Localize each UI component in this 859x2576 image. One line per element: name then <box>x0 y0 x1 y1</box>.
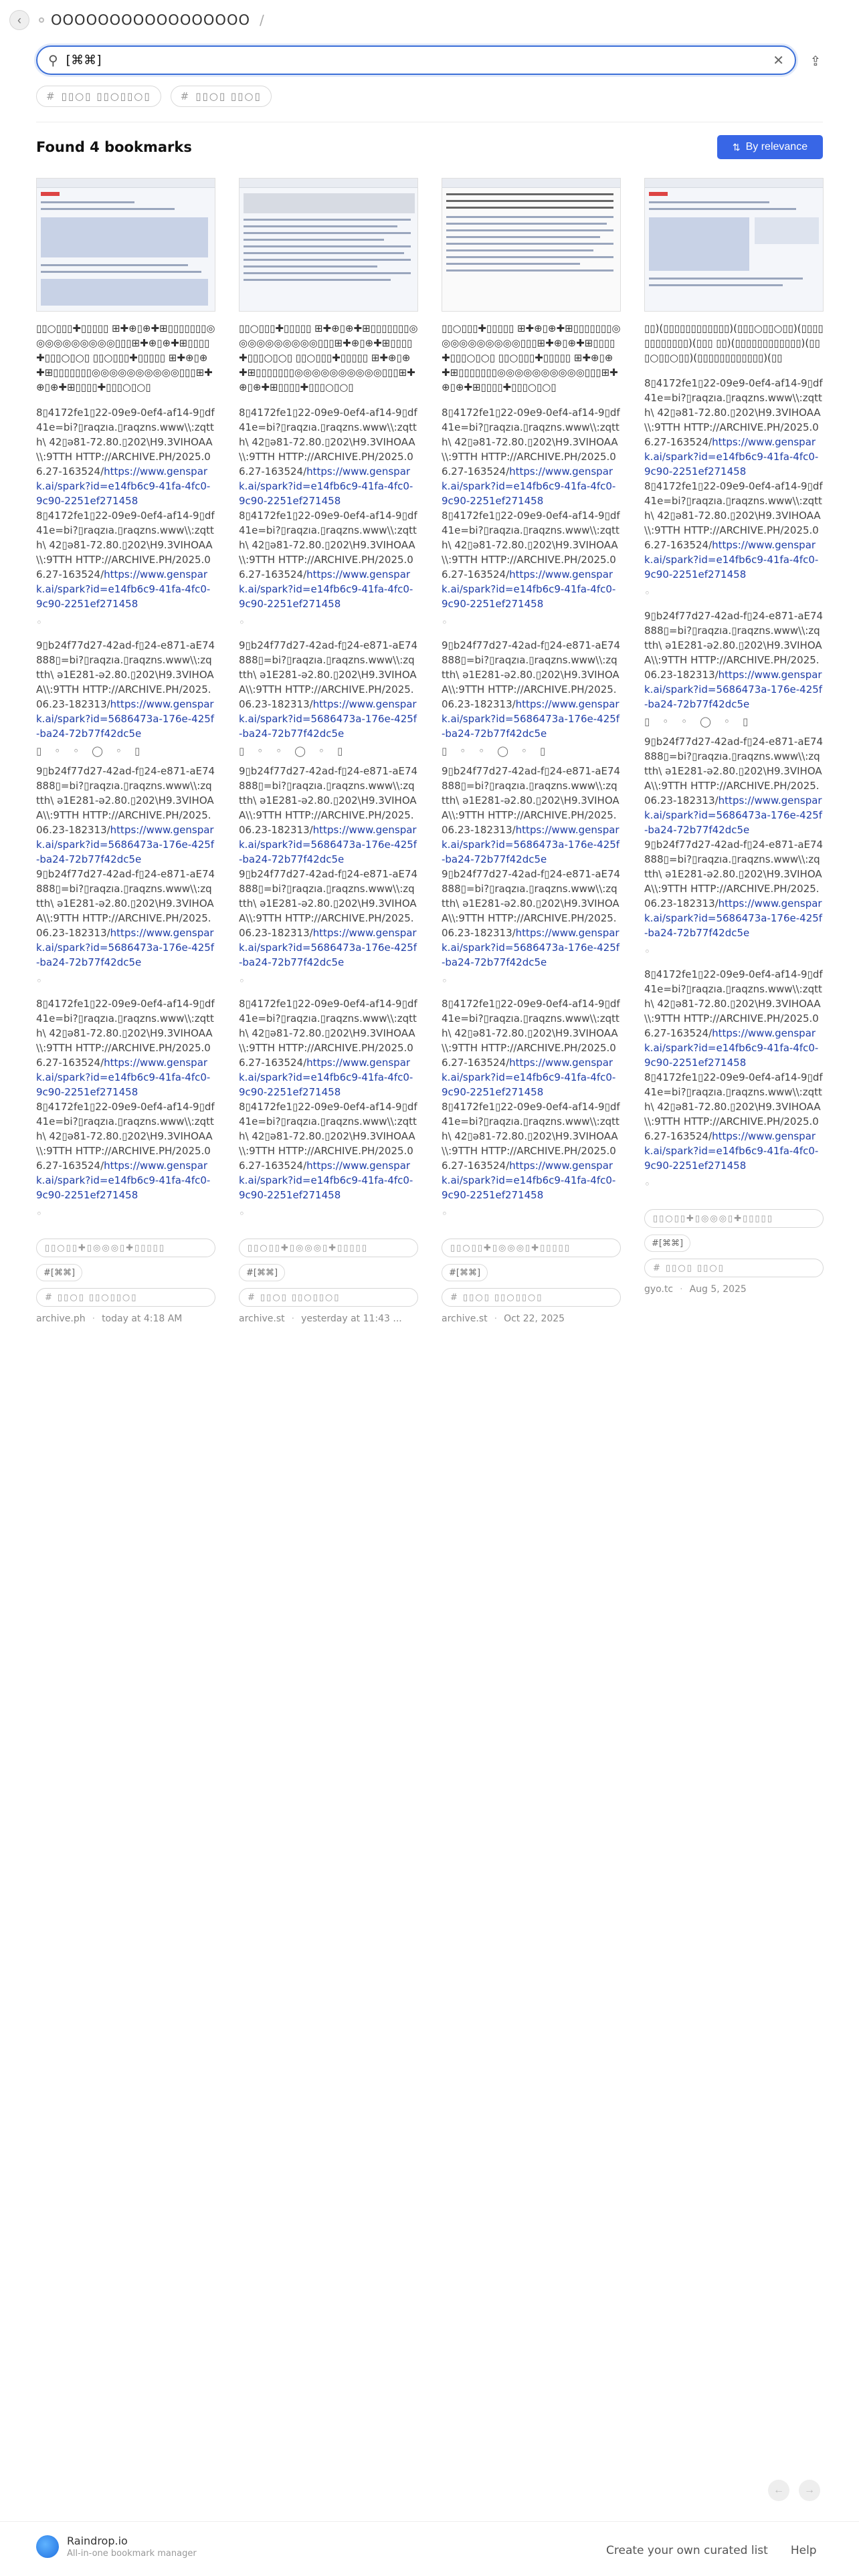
excerpt-separator: ◦ <box>239 617 245 629</box>
bookmark-collection-chip[interactable]: # ▯▯○▯ ▯▯○▯▯○▯ <box>36 1288 215 1307</box>
footer-divider <box>0 2521 859 2522</box>
excerpt-text: 8▯4172fe1▯22-09e9-0ef4-af14-9▯df41e=bi?▯raqzıa.▯raqzns.www\\:zqtth\ 42▯ǝ81-72.80.▯202\H9.3VIHOAA\\:9TTH HTTP://ARCHIVE.PH/2025.06.27-163524/ <box>442 1101 620 1172</box>
excerpt-link[interactable]: https://www.genspark.ai/spark?id=e14fb6c9-41fa-4fc0-9c90-2251ef271458 <box>36 1057 211 1098</box>
bookmark-card[interactable] <box>36 178 215 1324</box>
hash-icon: # <box>450 1292 464 1303</box>
excerpt-text: 8▯4172fe1▯22-09e9-0ef4-af14-9▯df41e=bi?▯raqzıa.▯raqzns.www\\:zqtth\ 42▯ǝ81-72.80.▯202\H9.3VIHOAA\\:9TTH HTTP://ARCHIVE.PH/2025.06.27-163524/ <box>644 1071 823 1142</box>
filter-chip[interactable]: # ▯▯○▯ ▯▯○▯▯○▯ <box>36 86 161 107</box>
excerpt-glyphs: ▯ ◦ ◦ ◯ ◦ ▯ <box>442 745 546 757</box>
brand-name: Raindrop.io <box>67 2535 128 2547</box>
hash-icon: # <box>46 90 56 102</box>
footer-links <box>606 2544 817 2557</box>
excerpt-paragraph <box>442 1099 621 1202</box>
excerpt-paragraph <box>239 764 418 867</box>
bookmark-thumbnail <box>239 178 418 312</box>
bookmark-domain: archive.ph <box>36 1313 86 1324</box>
bookmark-tag[interactable]: #[⌘⌘] <box>36 1264 82 1281</box>
excerpt-text: 9▯b24f77d27-42ad-f▯24-e871-aE74888▯=bi?▯raqzıa.▯raqzns.www\\:zqtth\ ǝ1E281-ǝ2.80.▯202\H9.3VIHOAA\\:9TTH HTTP://ARCHIVE.PH/2025.06.23-182313/ <box>36 765 215 836</box>
excerpt-glyphs: ▯ ◦ ◦ ◯ ◦ ▯ <box>239 745 343 757</box>
excerpt-paragraph <box>239 638 418 741</box>
excerpt-link[interactable]: https://www.genspark.ai/spark?id=e14fb6c9-41fa-4fc0-9c90-2251ef271458 <box>442 465 616 507</box>
excerpt-separator: ◦ <box>36 975 42 987</box>
bookmark-meta: gyo.tc · Aug 5, 2025 <box>644 1284 747 1295</box>
excerpt-paragraph <box>442 996 621 1099</box>
collection-icon <box>39 17 44 23</box>
excerpt-link[interactable]: https://www.genspark.ai/spark?id=5686473a-176e-425f-ba24-72b77f42dc5e <box>644 794 823 836</box>
filter-chips <box>36 86 272 107</box>
excerpt-text: 8▯4172fe1▯22-09e9-0ef4-af14-9▯df41e=bi?▯raqzıa.▯raqzns.www\\:zqtth\ 42▯ǝ81-72.80.▯202\H9.3VIHOAA\\:9TTH HTTP://ARCHIVE.PH/2025.06.27-163524/ <box>239 407 417 477</box>
sort-button[interactable]: ⇅ By relevance <box>717 135 823 159</box>
bookmark-thumbnail <box>442 178 621 312</box>
excerpt-paragraph <box>36 638 215 741</box>
excerpt-text: 9▯b24f77d27-42ad-f▯24-e871-aE74888▯=bi?▯raqzıa.▯raqzns.www\\:zqtth\ ǝ1E281-ǝ2.80.▯202\H9.3VIHOAA\\:9TTH HTTP://ARCHIVE.PH/2025.06.23-182313/ <box>239 868 418 939</box>
bookmark-domain: gyo.tc <box>644 1284 674 1295</box>
excerpt-separator: ◦ <box>239 1208 245 1220</box>
excerpt-separator: ◦ <box>644 587 650 599</box>
bookmark-title[interactable]: ▯▯○▯▯▯✚▯▯▯▯▯ ⊞✚⊕▯⊕✚⊞▯▯▯▯▯▯▯◎◎◎◎◎◎◎◎◎◎▯▯▯⊞✚⊕▯⊕✚⊞▯▯▯▯✚▯▯▯○▯○▯ ▯▯○▯▯▯✚▯▯▯▯▯ ⊞✚⊕▯⊕✚⊞▯▯▯▯▯▯▯◎◎◎◎◎◎◎◎◎◎▯▯▯⊞✚⊕▯⊕✚⊞▯▯▯▯✚▯▯▯○▯○▯ <box>36 322 215 393</box>
excerpt-paragraph <box>239 996 418 1099</box>
excerpt-paragraph <box>644 837 824 940</box>
excerpt-paragraph <box>442 508 621 611</box>
bookmark-tag[interactable]: #[⌘⌘] <box>239 1264 285 1281</box>
excerpt-text: 8▯4172fe1▯22-09e9-0ef4-af14-9▯df41e=bi?▯raqzıa.▯raqzns.www\\:zqtth\ 42▯ǝ81-72.80.▯202\H9.3VIHOAA\\:9TTH HTTP://ARCHIVE.PH/2025.06.27-163524/ <box>644 377 823 448</box>
results-count: Found 4 bookmarks <box>36 139 192 155</box>
bookmark-date: yesterday at 11:43 ... <box>301 1313 402 1324</box>
bookmark-card[interactable] <box>442 178 621 1324</box>
bookmark-thumbnail <box>644 178 824 312</box>
pagination <box>768 2480 820 2501</box>
excerpt-text: 8▯4172fe1▯22-09e9-0ef4-af14-9▯df41e=bi?▯raqzıa.▯raqzns.www\\:zqtth\ 42▯ǝ81-72.80.▯202\H9.3VIHOAA\\:9TTH HTTP://ARCHIVE.PH/2025.06.27-163524/ <box>442 998 620 1069</box>
footer-brand[interactable] <box>36 2535 197 2559</box>
help-link[interactable]: Help <box>790 2544 817 2557</box>
excerpt-text: 9▯b24f77d27-42ad-f▯24-e871-aE74888▯=bi?▯raqzıa.▯raqzns.www\\:zqtth\ ǝ1E281-ǝ2.80.▯202\H9.3VIHOAA\\:9TTH HTTP://ARCHIVE.PH/2025.06.23-182313/ <box>239 639 418 710</box>
bookmark-date: today at 4:18 AM <box>102 1313 183 1324</box>
excerpt-text: 8▯4172fe1▯22-09e9-0ef4-af14-9▯df41e=bi?▯raqzıa.▯raqzns.www\\:zqtth\ 42▯ǝ81-72.80.▯202\H9.3VIHOAA\\:9TTH HTTP://ARCHIVE.PH/2025.06.27-163524/ <box>442 407 620 477</box>
bookmark-domain: archive.st <box>239 1313 285 1324</box>
excerpt-text: 9▯b24f77d27-42ad-f▯24-e871-aE74888▯=bi?▯raqzıa.▯raqzns.www\\:zqtth\ ǝ1E281-ǝ2.80.▯202\H9.3VIHOAA\\:9TTH HTTP://ARCHIVE.PH/2025.06.23-182313/ <box>442 765 621 836</box>
bookmark-highlight-chip[interactable]: ▯▯○▯▯✚▯◎◎◎▯✚▯▯▯▯▯ <box>239 1239 418 1257</box>
search-box[interactable] <box>36 45 796 75</box>
excerpt-link[interactable]: https://www.genspark.ai/spark?id=e14fb6c9-41fa-4fc0-9c90-2251ef271458 <box>442 1057 616 1098</box>
create-curated-list-link[interactable]: Create your own curated list <box>606 2544 768 2557</box>
breadcrumb-separator: / <box>260 12 264 28</box>
bookmark-excerpt <box>644 376 824 1192</box>
excerpt-separator: ◦ <box>442 617 448 629</box>
excerpt-paragraph <box>36 867 215 970</box>
excerpt-text: 8▯4172fe1▯22-09e9-0ef4-af14-9▯df41e=bi?▯raqzıa.▯raqzns.www\\:zqtth\ 42▯ǝ81-72.80.▯202\H9.3VIHOAA\\:9TTH HTTP://ARCHIVE.PH/2025.06.27-163524/ <box>36 510 215 580</box>
share-icon[interactable]: ⇪ <box>809 53 822 69</box>
excerpt-paragraph <box>239 1099 418 1202</box>
breadcrumb-title[interactable]: OOOOOOOOOOOOOOOOO <box>51 12 250 28</box>
excerpt-link[interactable]: https://www.genspark.ai/spark?id=e14fb6c9-41fa-4fc0-9c90-2251ef271458 <box>442 1160 616 1201</box>
brand-tagline: All-in-one bookmark manager <box>67 2549 197 2559</box>
excerpt-paragraph <box>36 996 215 1099</box>
hash-icon: # <box>653 1263 666 1273</box>
excerpt-link[interactable]: https://www.genspark.ai/spark?id=5686473a-176e-425f-ba24-72b77f42dc5e <box>239 927 417 968</box>
excerpt-paragraph <box>442 867 621 970</box>
excerpt-link[interactable]: https://www.genspark.ai/spark?id=5686473a-176e-425f-ba24-72b77f42dc5e <box>644 669 823 710</box>
close-icon[interactable]: ✕ <box>773 52 784 68</box>
excerpt-separator: ◦ <box>644 946 650 958</box>
excerpt-link[interactable]: https://www.genspark.ai/spark?id=5686473a-176e-425f-ba24-72b77f42dc5e <box>442 698 620 740</box>
excerpt-separator: ◦ <box>644 1178 650 1190</box>
excerpt-link[interactable]: https://www.genspark.ai/spark?id=e14fb6c9-41fa-4fc0-9c90-2251ef271458 <box>239 1160 413 1201</box>
bookmark-date: Aug 5, 2025 <box>689 1284 747 1295</box>
bookmark-excerpt <box>239 405 418 1221</box>
excerpt-text: 8▯4172fe1▯22-09e9-0ef4-af14-9▯df41e=bi?▯raqzıa.▯raqzns.www\\:zqtth\ 42▯ǝ81-72.80.▯202\H9.3VIHOAA\\:9TTH HTTP://ARCHIVE.PH/2025.06.27-163524/ <box>442 510 620 580</box>
bookmark-meta: archive.ph · today at 4:18 AM <box>36 1313 183 1324</box>
bookmark-domain: archive.st <box>442 1313 488 1324</box>
bookmark-collection-chip[interactable]: # ▯▯○▯ ▯▯○▯▯○▯ <box>442 1288 621 1307</box>
raindrop-logo-icon <box>36 2535 59 2558</box>
bookmark-thumbnail <box>36 178 215 312</box>
excerpt-text: 9▯b24f77d27-42ad-f▯24-e871-aE74888▯=bi?▯raqzıa.▯raqzns.www\\:zqtth\ ǝ1E281-ǝ2.80.▯202\H9.3VIHOAA\\:9TTH HTTP://ARCHIVE.PH/2025.06.23-182313/ <box>644 610 824 681</box>
bookmark-card[interactable] <box>644 178 824 1295</box>
excerpt-text: 9▯b24f77d27-42ad-f▯24-e871-aE74888▯=bi?▯raqzıa.▯raqzns.www\\:zqtth\ ǝ1E281-ǝ2.80.▯202\H9.3VIHOAA\\:9TTH HTTP://ARCHIVE.PH/2025.06.23-182313/ <box>442 639 621 710</box>
excerpt-separator: ◦ <box>36 1208 42 1220</box>
excerpt-paragraph <box>442 764 621 867</box>
excerpt-text: 9▯b24f77d27-42ad-f▯24-e871-aE74888▯=bi?▯raqzıa.▯raqzns.www\\:zqtth\ ǝ1E281-ǝ2.80.▯202\H9.3VIHOAA\\:9TTH HTTP://ARCHIVE.PH/2025.06.23-182313/ <box>644 839 824 909</box>
excerpt-text: 8▯4172fe1▯22-09e9-0ef4-af14-9▯df41e=bi?▯raqzıa.▯raqzns.www\\:zqtth\ 42▯ǝ81-72.80.▯202\H9.3VIHOAA\\:9TTH HTTP://ARCHIVE.PH/2025.06.27-163524/ <box>239 1101 417 1172</box>
back-button[interactable] <box>9 10 29 30</box>
bookmark-tag[interactable]: #[⌘⌘] <box>644 1235 690 1252</box>
bookmark-collection-chip[interactable]: # ▯▯○▯ ▯▯○▯▯○▯ <box>239 1288 418 1307</box>
excerpt-text: 8▯4172fe1▯22-09e9-0ef4-af14-9▯df41e=bi?▯raqzıa.▯raqzns.www\\:zqtth\ 42▯ǝ81-72.80.▯202\H9.3VIHOAA\\:9TTH HTTP://ARCHIVE.PH/2025.06.27-163524/ <box>239 998 417 1069</box>
excerpt-link[interactable]: https://www.genspark.ai/spark?id=e14fb6c9-41fa-4fc0-9c90-2251ef271458 <box>36 465 211 507</box>
excerpt-link[interactable]: https://www.genspark.ai/spark?id=e14fb6c9-41fa-4fc0-9c90-2251ef271458 <box>644 1130 819 1172</box>
prev-page-button[interactable]: ← <box>768 2480 789 2501</box>
excerpt-link[interactable]: https://www.genspark.ai/spark?id=5686473a-176e-425f-ba24-72b77f42dc5e <box>36 927 215 968</box>
excerpt-link[interactable]: https://www.genspark.ai/spark?id=5686473a-176e-425f-ba24-72b77f42dc5e <box>442 824 620 865</box>
excerpt-text: 9▯b24f77d27-42ad-f▯24-e871-aE74888▯=bi?▯raqzıa.▯raqzns.www\\:zqtth\ ǝ1E281-ǝ2.80.▯202\H9.3VIHOAA\\:9TTH HTTP://ARCHIVE.PH/2025.06.23-182313/ <box>36 868 215 939</box>
excerpt-paragraph <box>644 479 824 582</box>
excerpt-text: 9▯b24f77d27-42ad-f▯24-e871-aE74888▯=bi?▯raqzıa.▯raqzns.www\\:zqtth\ ǝ1E281-ǝ2.80.▯202\H9.3VIHOAA\\:9TTH HTTP://ARCHIVE.PH/2025.06.23-182313/ <box>239 765 418 836</box>
filter-chip[interactable]: # ▯▯○▯ ▯▯○▯ <box>171 86 272 107</box>
excerpt-paragraph <box>36 405 215 508</box>
excerpt-link[interactable]: https://www.genspark.ai/spark?id=5686473a-176e-425f-ba24-72b77f42dc5e <box>442 927 620 968</box>
excerpt-paragraph <box>644 734 824 837</box>
search-icon: ⚲ <box>48 52 58 68</box>
excerpt-paragraph <box>644 1070 824 1173</box>
hash-icon: # <box>180 90 191 102</box>
excerpt-paragraph <box>442 638 621 741</box>
excerpt-text: 8▯4172fe1▯22-09e9-0ef4-af14-9▯df41e=bi?▯raqzıa.▯raqzns.www\\:zqtth\ 42▯ǝ81-72.80.▯202\H9.3VIHOAA\\:9TTH HTTP://ARCHIVE.PH/2025.06.27-163524/ <box>36 1101 215 1172</box>
excerpt-text: 8▯4172fe1▯22-09e9-0ef4-af14-9▯df41e=bi?▯raqzıa.▯raqzns.www\\:zqtth\ 42▯ǝ81-72.80.▯202\H9.3VIHOAA\\:9TTH HTTP://ARCHIVE.PH/2025.06.27-163524/ <box>36 407 215 477</box>
top-bar <box>0 0 859 40</box>
excerpt-text: 9▯b24f77d27-42ad-f▯24-e871-aE74888▯=bi?▯raqzıa.▯raqzns.www\\:zqtth\ ǝ1E281-ǝ2.80.▯202\H9.3VIHOAA\\:9TTH HTTP://ARCHIVE.PH/2025.06.23-182313/ <box>442 868 621 939</box>
excerpt-paragraph <box>644 609 824 712</box>
excerpt-link[interactable]: https://www.genspark.ai/spark?id=5686473a-176e-425f-ba24-72b77f42dc5e <box>239 824 417 865</box>
excerpt-link[interactable]: https://www.genspark.ai/spark?id=5686473a-176e-425f-ba24-72b77f42dc5e <box>239 698 417 740</box>
search-input[interactable] <box>66 53 773 68</box>
bookmark-title[interactable]: ▯▯○▯▯▯✚▯▯▯▯▯ ⊞✚⊕▯⊕✚⊞▯▯▯▯▯▯▯◎◎◎◎◎◎◎◎◎◎▯▯▯⊞✚⊕▯⊕✚⊞▯▯▯▯✚▯▯▯○▯○▯ ▯▯○▯▯▯✚▯▯▯▯▯ ⊞✚⊕▯⊕✚⊞▯▯▯▯▯▯▯◎◎◎◎◎◎◎◎◎◎▯▯▯⊞✚⊕▯⊕✚⊞▯▯▯▯✚▯▯▯○▯○▯ <box>442 322 621 393</box>
excerpt-link[interactable]: https://www.genspark.ai/spark?id=e14fb6c9-41fa-4fc0-9c90-2251ef271458 <box>239 1057 413 1098</box>
chevron-left-icon: ‹ <box>17 13 21 27</box>
excerpt-text: 8▯4172fe1▯22-09e9-0ef4-af14-9▯df41e=bi?▯raqzıa.▯raqzns.www\\:zqtth\ 42▯ǝ81-72.80.▯202\H9.3VIHOAA\\:9TTH HTTP://ARCHIVE.PH/2025.06.27-163524/ <box>36 998 215 1069</box>
bookmark-date: Oct 22, 2025 <box>504 1313 565 1324</box>
excerpt-link[interactable]: https://www.genspark.ai/spark?id=e14fb6c9-41fa-4fc0-9c90-2251ef271458 <box>442 568 616 610</box>
excerpt-glyphs: ▯ ◦ ◦ ◯ ◦ ▯ <box>36 745 140 757</box>
hash-icon: # <box>248 1292 261 1303</box>
excerpt-link[interactable]: https://www.genspark.ai/spark?id=e14fb6c9-41fa-4fc0-9c90-2251ef271458 <box>644 539 819 580</box>
bookmark-highlight-chip[interactable]: ▯▯○▯▯✚▯◎◎◎▯✚▯▯▯▯▯ <box>36 1239 215 1257</box>
bookmark-meta: archive.st · Oct 22, 2025 <box>442 1313 565 1324</box>
bookmark-title[interactable]: ▯▯○▯▯▯✚▯▯▯▯▯ ⊞✚⊕▯⊕✚⊞▯▯▯▯▯▯▯◎◎◎◎◎◎◎◎◎◎▯▯▯⊞✚⊕▯⊕✚⊞▯▯▯▯✚▯▯▯○▯○▯ ▯▯○▯▯▯✚▯▯▯▯▯ ⊞✚⊕▯⊕✚⊞▯▯▯▯▯▯▯◎◎◎◎◎◎◎◎◎◎▯▯▯⊞✚⊕▯⊕✚⊞▯▯▯▯✚▯▯▯○▯○▯ <box>239 322 418 393</box>
bookmark-highlight-chip[interactable]: ▯▯○▯▯✚▯◎◎◎▯✚▯▯▯▯▯ <box>442 1239 621 1257</box>
excerpt-link[interactable]: https://www.genspark.ai/spark?id=e14fb6c9-41fa-4fc0-9c90-2251ef271458 <box>239 465 413 507</box>
bookmark-collection-chip[interactable]: # ▯▯○▯ ▯▯○▯ <box>644 1259 824 1277</box>
excerpt-text: 9▯b24f77d27-42ad-f▯24-e871-aE74888▯=bi?▯raqzıa.▯raqzns.www\\:zqtth\ ǝ1E281-ǝ2.80.▯202\H9.3VIHOAA\\:9TTH HTTP://ARCHIVE.PH/2025.06.23-182313/ <box>644 736 824 807</box>
excerpt-link[interactable]: https://www.genspark.ai/spark?id=e14fb6c9-41fa-4fc0-9c90-2251ef271458 <box>36 568 211 610</box>
bookmark-meta: archive.st · yesterday at 11:43 ... <box>239 1313 402 1324</box>
excerpt-paragraph <box>36 1099 215 1202</box>
sort-icon: ⇅ <box>732 141 741 152</box>
excerpt-paragraph <box>644 376 824 479</box>
excerpt-link[interactable]: https://www.genspark.ai/spark?id=5686473a-176e-425f-ba24-72b77f42dc5e <box>36 698 215 740</box>
excerpt-paragraph <box>239 508 418 611</box>
excerpt-text: 9▯b24f77d27-42ad-f▯24-e871-aE74888▯=bi?▯raqzıa.▯raqzns.www\\:zqtth\ ǝ1E281-ǝ2.80.▯202\H9.3VIHOAA\\:9TTH HTTP://ARCHIVE.PH/2025.06.23-182313/ <box>36 639 215 710</box>
excerpt-paragraph <box>239 867 418 970</box>
next-page-button[interactable]: → <box>799 2480 820 2501</box>
bookmark-excerpt <box>36 405 215 1221</box>
excerpt-link[interactable]: https://www.genspark.ai/spark?id=e14fb6c9-41fa-4fc0-9c90-2251ef271458 <box>644 1027 819 1069</box>
excerpt-paragraph <box>239 405 418 508</box>
excerpt-paragraph <box>442 405 621 508</box>
excerpt-glyphs: ▯ ◦ ◦ ◯ ◦ ▯ <box>644 716 749 728</box>
excerpt-text: 8▯4172fe1▯22-09e9-0ef4-af14-9▯df41e=bi?▯raqzıa.▯raqzns.www\\:zqtth\ 42▯ǝ81-72.80.▯202\H9.3VIHOAA\\:9TTH HTTP://ARCHIVE.PH/2025.06.27-163524/ <box>644 968 823 1039</box>
excerpt-link[interactable]: https://www.genspark.ai/spark?id=e14fb6c9-41fa-4fc0-9c90-2251ef271458 <box>239 568 413 610</box>
excerpt-text: 8▯4172fe1▯22-09e9-0ef4-af14-9▯df41e=bi?▯raqzıa.▯raqzns.www\\:zqtth\ 42▯ǝ81-72.80.▯202\H9.3VIHOAA\\:9TTH HTTP://ARCHIVE.PH/2025.06.27-163524/ <box>644 480 823 551</box>
excerpt-paragraph <box>36 508 215 611</box>
excerpt-separator: ◦ <box>239 975 245 987</box>
bookmark-tag[interactable]: #[⌘⌘] <box>442 1264 488 1281</box>
excerpt-link[interactable]: https://www.genspark.ai/spark?id=e14fb6c9-41fa-4fc0-9c90-2251ef271458 <box>36 1160 211 1201</box>
bookmark-title[interactable]: ▯▯)(▯▯▯▯▯▯▯▯▯▯▯▯)(▯▯▯○▯▯○▯▯)(▯▯▯▯▯▯▯▯▯▯▯▯)(▯▯▯ ▯▯)(▯▯▯▯▯▯▯▯▯▯▯▯)(▯▯▯○▯▯○▯▯)(▯▯▯▯▯▯▯▯▯▯▯▯)(▯▯ <box>644 322 824 364</box>
excerpt-link[interactable]: https://www.genspark.ai/spark?id=5686473a-176e-425f-ba24-72b77f42dc5e <box>36 824 215 865</box>
excerpt-separator: ◦ <box>442 975 448 987</box>
bookmark-highlight-chip[interactable]: ▯▯○▯▯✚▯◎◎◎▯✚▯▯▯▯▯ <box>644 1209 824 1228</box>
bookmark-excerpt <box>442 405 621 1221</box>
excerpt-paragraph <box>644 967 824 1070</box>
excerpt-text: 8▯4172fe1▯22-09e9-0ef4-af14-9▯df41e=bi?▯raqzıa.▯raqzns.www\\:zqtth\ 42▯ǝ81-72.80.▯202\H9.3VIHOAA\\:9TTH HTTP://ARCHIVE.PH/2025.06.27-163524/ <box>239 510 417 580</box>
excerpt-link[interactable]: https://www.genspark.ai/spark?id=5686473a-176e-425f-ba24-72b77f42dc5e <box>644 897 823 939</box>
excerpt-separator: ◦ <box>36 617 42 629</box>
bookmark-card[interactable] <box>239 178 418 1324</box>
excerpt-separator: ◦ <box>442 1208 448 1220</box>
excerpt-link[interactable]: https://www.genspark.ai/spark?id=e14fb6c9-41fa-4fc0-9c90-2251ef271458 <box>644 436 819 477</box>
excerpt-paragraph <box>36 764 215 867</box>
hash-icon: # <box>45 1292 58 1303</box>
